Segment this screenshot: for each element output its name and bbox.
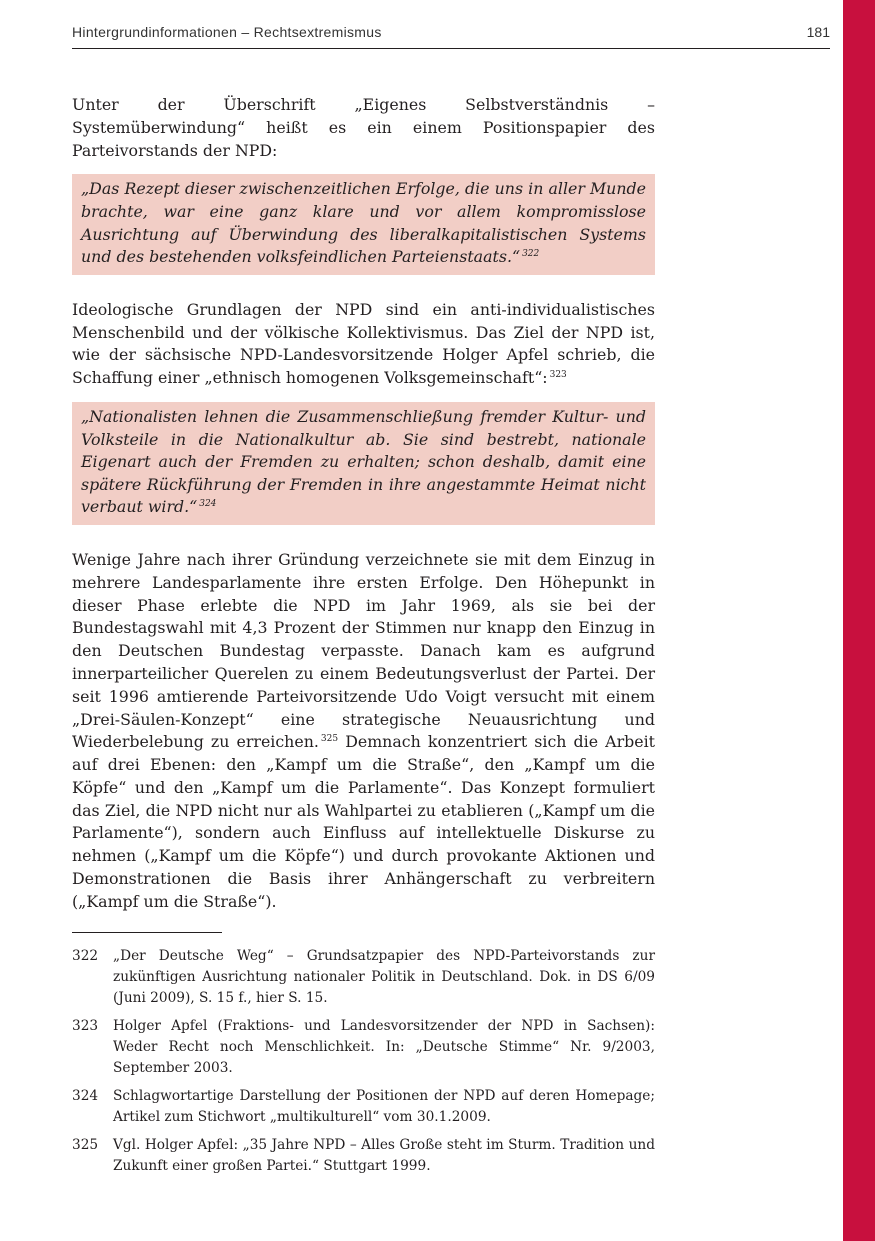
block-quote-2-text: „Nationalisten lehnen die Zusammenschließung fremder Kultur- und Volksteile in die Nationalkultur ab. Sie sind bestrebt, nationale Eigenart auch der Fremden zu erhalten; schon deshalb, damit eine spätere Rückführung der Fremden in ihre angestammte Heimat nicht verbaut wird.“: [81, 406, 646, 517]
footnote-text: Schlagwortartige Darstellung der Positionen der NPD auf deren Homepage; Artikel zum Stichwort „multikulturell“ vom 30.1.2009.: [113, 1088, 655, 1125]
footnote-separator: [72, 932, 222, 933]
footnote-ref-324: 324: [199, 499, 217, 510]
block-quote-1: [72, 174, 655, 274]
footnote-number: 325: [72, 1137, 99, 1153]
block-quote-1-text: „Das Rezept dieser zwischenzeitlichen Erfolge, die uns in aller Munde brachte, war eine ganz klare und vor allem kompromisslose Ausrichtung auf Überwindung des liberalkapitalistischen Systems und des bestehenden volksfeindlichen Parteienstaats.“: [81, 179, 646, 267]
footnote-number: 322: [72, 948, 99, 964]
footnote-number: 323: [72, 1018, 99, 1034]
ideology-paragraph: [72, 299, 655, 390]
footnote-text: „Der Deutsche Weg“ – Grundsatzpapier des NPD-Parteivorstands zur zukünftigen Ausrichtung nationaler Politik in Deutschland. Dok. in DS 6/09 (Juni 2009), S. 15 f., hier S. 15.: [113, 948, 655, 1006]
page-number: 181: [806, 24, 830, 40]
ideology-paragraph-text: Ideologische Grundlagen der NPD sind ein anti-individualistisches Menschenbild und der völkische Kollektivismus. Das Ziel der NPD ist, wie der sächsische NPD-Landesvorsitzende Holger Apfel schrieb, die Schaffung einer „ethnisch homogenen Volksgemeinschaft“:: [72, 299, 655, 388]
footnote-ref-323: 323: [549, 370, 567, 381]
footnote-323: [72, 1016, 655, 1079]
intro-paragraph: Unter der Überschrift „Eigenes Selbstverständnis – Systemüberwindung“ heißt es ein einem Positionspapier des Parteivorstands der NPD:: [72, 95, 655, 160]
chapter-color-bar: [843, 0, 875, 1241]
footnote-325: [72, 1135, 655, 1177]
footnote-number: 324: [72, 1088, 99, 1104]
footnote-ref-325: 325: [320, 734, 339, 745]
footnote-text: Vgl. Holger Apfel: „35 Jahre NPD – Alles Große steht im Sturm. Tradition und Zukunft einer großen Partei.“ Stuttgart 1999.: [113, 1137, 655, 1174]
footnote-text: Holger Apfel (Fraktions- und Landesvorsitzender der NPD in Sachsen): Weder Recht noch Menschlichkeit. In: „Deutsche Stimme“ Nr. 9/2003, September 2003.: [113, 1018, 655, 1076]
block-quote-2: [72, 402, 655, 525]
footnote-324: [72, 1086, 655, 1128]
running-header: [72, 22, 830, 49]
history-paragraph: [72, 549, 655, 914]
footnotes: [72, 946, 655, 1184]
footnote-322: [72, 946, 655, 1009]
main-text: [72, 94, 655, 914]
history-paragraph-text-2: Demnach konzentriert sich die Arbeit auf drei Ebenen: den „Kampf um die Straße“, den „Kampf um die Köpfe“ und den „Kampf um die Parlamente“. Das Konzept formuliert das Ziel, die NPD nicht nur als Wahlpartei zu etablieren („Kampf um die Parlamente“), sondern auch Einfluss auf intellektuelle Diskurse zu nehmen („Kampf um die Köpfe“) und durch provokante Aktionen und Demonstrationen die Basis ihrer Anhängerschaft zu verbreitern („Kampf um die Straße“).: [72, 732, 655, 911]
history-paragraph-text-1: Wenige Jahre nach ihrer Gründung verzeichnete sie mit dem Einzug in mehrere Landesparlamente ihre ersten Erfolge. Den Höhepunkt in dieser Phase erlebte die NPD im Jahr 1969, als sie bei der Bundestagswahl mit 4,3 Prozent der Stimmen nur knapp den Einzug in den Deutschen Bundestag verpasste. Danach kam es aufgrund innerparteilicher Querelen zu einem Bedeutungsverlust der Partei. Der seit 1996 amtierende Parteivorsitzende Udo Voigt versucht mit einem „Drei-Säulen-Konzept“ eine strategische Neuausrichtung und Wiederbelebung zu erreichen.: [72, 549, 655, 752]
footnote-ref-322: 322: [522, 249, 540, 260]
running-header-title: Hintergrundinformationen – Rechtsextremismus: [72, 24, 382, 40]
